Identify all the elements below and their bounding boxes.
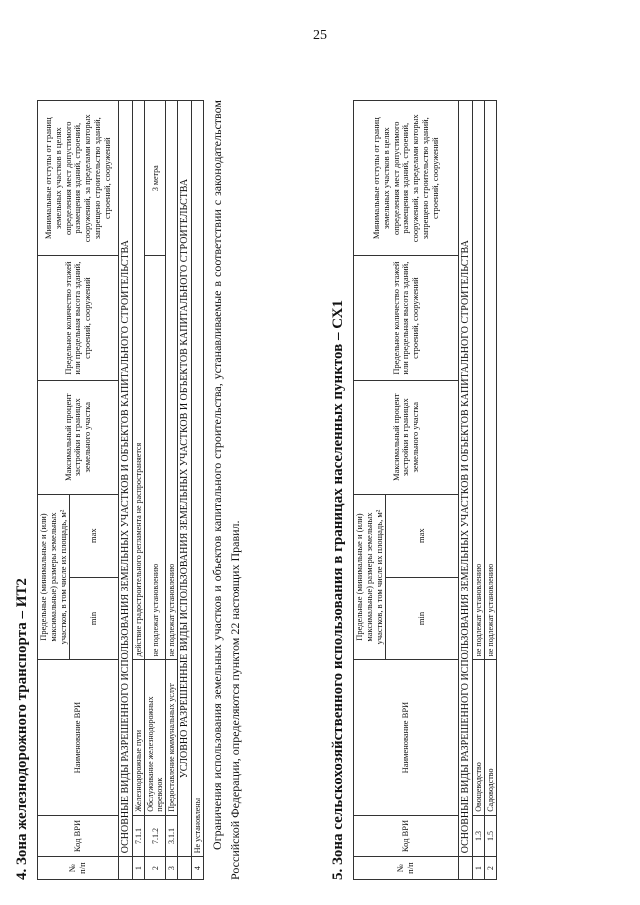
row-sizes: не подлежат установлению xyxy=(473,101,485,660)
header-name: Наименование ВРИ xyxy=(38,660,119,815)
row-name: Садоводство xyxy=(485,660,497,815)
row-code: 7.1.2 xyxy=(145,815,166,856)
row-sizes: не подлежат установлению xyxy=(145,256,166,660)
row-num: 4 xyxy=(192,857,204,880)
group-row-main xyxy=(119,101,133,880)
row-num: 1 xyxy=(473,857,485,880)
row-sizes: действие градостроительного регламента не распространяется xyxy=(133,101,145,660)
header-percent: Максимальный процент застройки в границах земельного участка xyxy=(38,380,119,494)
row-num: 1 xyxy=(133,857,145,880)
header-row xyxy=(38,101,70,880)
header-sizes: Предельные (минимальные и (или) максимальные) размеры земельных участков, в том числе их площадь, м² xyxy=(354,494,386,660)
row-setback: 3 метра xyxy=(145,101,166,256)
group-main-label: ОСНОВНЫЕ ВИДЫ РАЗРЕШЕННОГО ИСПОЛЬЗОВАНИЯ ЗЕМЕЛЬНЫХ УЧАСТКОВ И ОБЪЕКТОВ КАПИТАЛЬНОГО СТРОИТЕЛЬСТВА xyxy=(119,101,133,857)
header-max: max xyxy=(70,494,119,577)
header-setback: Минимальные отступы от границ земельных участков в целях определения мест допустимого размещения зданий, строений, сооружений, за пределами которых запрещено строительство зданий, строений, сооружений xyxy=(354,101,459,256)
header-sizes: Предельные (минимальные и (или) максимальные) размеры земельных участков, в том числе их площадь, м² xyxy=(38,494,70,660)
section-4-table xyxy=(37,100,204,880)
table-row xyxy=(145,101,166,880)
header-code: Код ВРИ xyxy=(38,815,119,856)
row-code: 3.1.1 xyxy=(166,815,178,856)
header-row xyxy=(354,101,386,880)
row-sizes: не подлежат установлению xyxy=(485,101,497,660)
header-percent: Максимальный процент застройки в границах земельного участка xyxy=(354,380,459,494)
row-sizes: не подлежат установлению xyxy=(166,101,178,660)
row-num: 3 xyxy=(166,857,178,880)
header-max: max xyxy=(386,494,459,577)
group-conditional-label: УСЛОВНО РАЗРЕШЕННЫЕ ВИДЫ ИСПОЛЬЗОВАНИЯ ЗЕМЕЛЬНЫХ УЧАСТКОВ И ОБЪЕКТОВ КАПИТАЛЬНОГО СТРОИТЕЛЬСТВА xyxy=(178,101,192,857)
page-number: 25 xyxy=(313,28,327,43)
group-row-conditional xyxy=(178,101,192,880)
header-min: min xyxy=(386,577,459,660)
section-4-title: 4. Зона железнодорожного транспорта – ИТ2 xyxy=(14,578,30,880)
row-code: 1.3 xyxy=(473,815,485,856)
table-row xyxy=(166,101,178,880)
header-num: № п/п xyxy=(38,857,119,880)
restrictions-text: Ограничения использования земельных участков и объектов капитального строительства, устанавливаемые в соответствии с законодательством Российской Федерации, определяются пунктом 22 настоящих Правил. xyxy=(210,100,243,880)
header-floors: Предельное количество этажей или предельная высота зданий, строений, сооружений xyxy=(354,256,459,380)
row-code: 7.1.1 xyxy=(133,815,145,856)
table-row xyxy=(485,101,497,880)
table-row xyxy=(192,101,204,880)
row-name: Овощеводство xyxy=(473,660,485,815)
section-5-block xyxy=(330,100,497,880)
group-main-label: ОСНОВНЫЕ ВИДЫ РАЗРЕШЕННОГО ИСПОЛЬЗОВАНИЯ ЗЕМЕЛЬНЫХ УЧАСТКОВ И ОБЪЕКТОВ КАПИТАЛЬНОГО СТРОИТЕЛЬСТВА xyxy=(459,101,473,857)
section-4-block xyxy=(14,100,248,880)
header-setback: Минимальные отступы от границ земельных участков в целях определения мест допустимого размещения зданий, строений, сооружений, за пределами которых запрещено строительство зданий, строений, сооружений xyxy=(38,101,119,256)
row-name: Предоставление коммунальных услуг xyxy=(166,660,178,815)
row-text: Не установлены xyxy=(192,101,204,857)
table-row xyxy=(133,101,145,880)
header-code: Код ВРИ xyxy=(354,815,459,856)
row-num: 2 xyxy=(485,857,497,880)
row-code: 1.5 xyxy=(485,815,497,856)
header-num: № п/п xyxy=(354,857,459,880)
restrictions-paragraph xyxy=(208,100,244,880)
row-name: Обслуживание железнодорожных перевозок xyxy=(145,660,166,815)
header-min: min xyxy=(70,577,119,660)
header-name: Наименование ВРИ xyxy=(354,660,459,815)
table-row xyxy=(473,101,485,880)
group-row-main xyxy=(459,101,473,880)
row-name: Железнодорожные пути xyxy=(133,660,145,815)
header-floors: Предельное количество этажей или предельная высота зданий, строений, сооружений xyxy=(38,256,119,380)
row-num: 2 xyxy=(145,857,166,880)
section-5-title: 5. Зона сельскохозяйственного использования в границах населенных пунктов – СХ1 xyxy=(330,299,346,880)
section-5-table xyxy=(353,100,497,880)
